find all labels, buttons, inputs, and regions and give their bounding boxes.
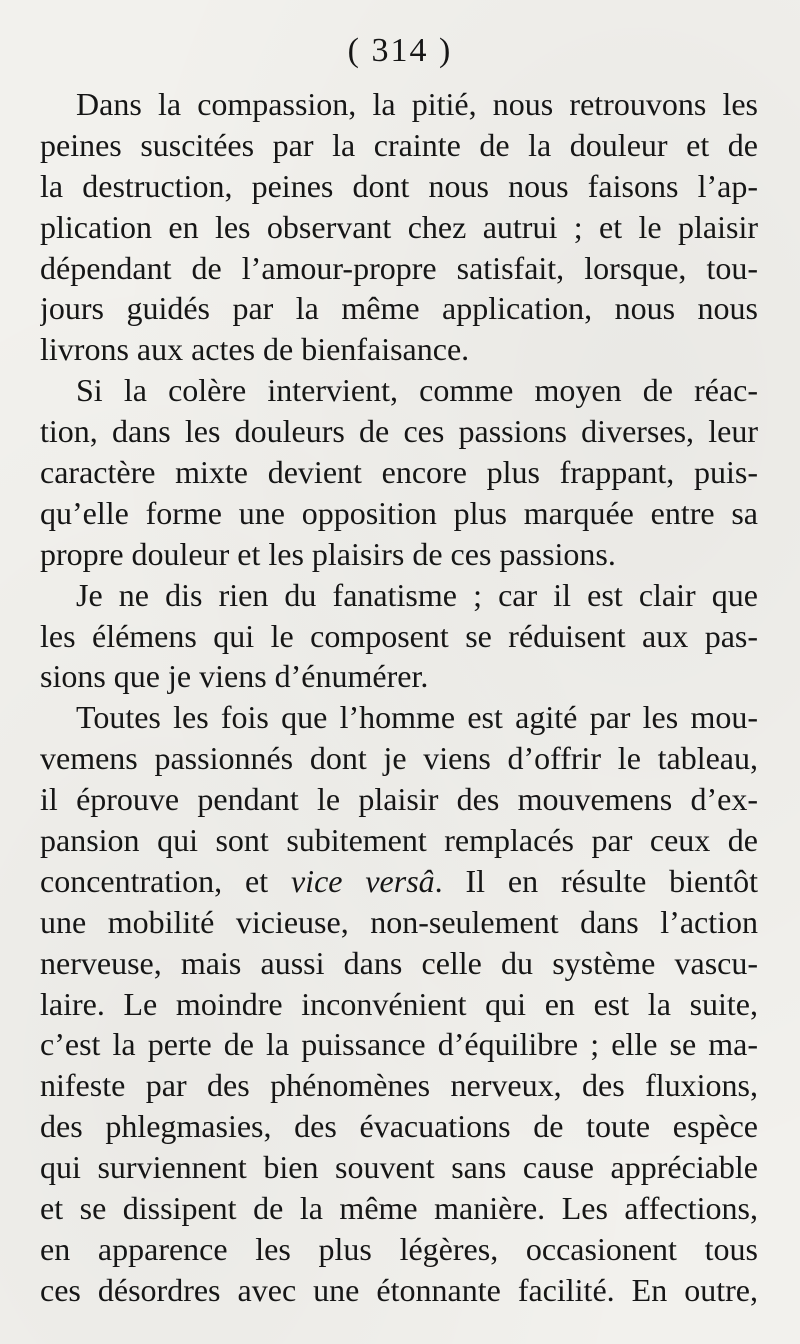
text-line: jours guidés par la même application, nous nous: [40, 290, 758, 327]
text-line: Je ne dis rien du fanatisme ; car il est clair que: [76, 576, 758, 613]
text-line: caractère mixte devient encore plus frappant, puis-: [40, 454, 758, 491]
text-line: concentration, et vice versâ. Il en résulte bientôt: [40, 862, 758, 899]
text-line: Toutes les fois que l’homme est agité par les mou-: [76, 699, 758, 736]
text-line: il éprouve pendant le plaisir des mouvemens d’ex-: [40, 781, 758, 818]
text-line: les élémens qui le composent se réduisent aux pas-: [40, 617, 758, 654]
paragraph: [40, 697, 758, 1310]
text-line: nerveuse, mais aussi dans celle du système vascu-: [40, 944, 758, 981]
page-number-header: ( 314 ): [347, 32, 453, 69]
text-line: livrons aux actes de bienfaisance.: [40, 331, 470, 368]
paragraph: [40, 84, 758, 370]
text-line: ces désordres avec une étonnante facilité. En outre,: [40, 1271, 758, 1308]
text-line: qu’elle forme une opposition plus marquée entre sa: [40, 494, 758, 531]
text-line: Dans la compassion, la pitié, nous retrouvons les: [76, 86, 758, 122]
text-line: propre douleur et les plaisirs de ces passions.: [40, 535, 616, 572]
paragraph: [40, 370, 758, 574]
body-text: [40, 84, 758, 1311]
text-line: en apparence les plus légères, occasionent tous: [40, 1230, 758, 1267]
text-line: et se dissipent de la même manière. Les affections,: [40, 1190, 758, 1227]
text-line: vemens passionnés dont je viens d’offrir le tableau,: [40, 740, 758, 777]
text-line: la destruction, peines dont nous nous faisons l’ap-: [40, 167, 758, 204]
text-line: Si la colère intervient, comme moyen de réac-: [76, 372, 758, 409]
text-line: dépendant de l’amour-propre satisfait, lorsque, tou-: [40, 249, 758, 286]
text-line: sions que je viens d’énumérer.: [40, 658, 429, 695]
text-line: qui surviennent bien souvent sans cause appréciable: [40, 1149, 758, 1186]
paragraph: [40, 575, 758, 698]
text-line: des phlegmasies, des évacuations de toute espèce: [40, 1108, 758, 1145]
text-line: une mobilité vicieuse, non-seulement dans l’action: [40, 903, 758, 940]
text-line: plication en les observant chez autrui ; et le plaisir: [40, 208, 758, 245]
text-line: nifeste par des phénomènes nerveux, des fluxions,: [40, 1067, 758, 1104]
text-line: peines suscitées par la crainte de la douleur et de: [40, 126, 758, 163]
text-line: tion, dans les douleurs de ces passions diverses, leur: [40, 413, 758, 450]
text-line: pansion qui sont subitement remplacés par ceux de: [40, 822, 758, 859]
text-line: c’est la perte de la puissance d’équilibre ; elle se ma-: [40, 1026, 758, 1063]
text-line: laire. Le moindre inconvénient qui en est la suite,: [40, 985, 758, 1022]
